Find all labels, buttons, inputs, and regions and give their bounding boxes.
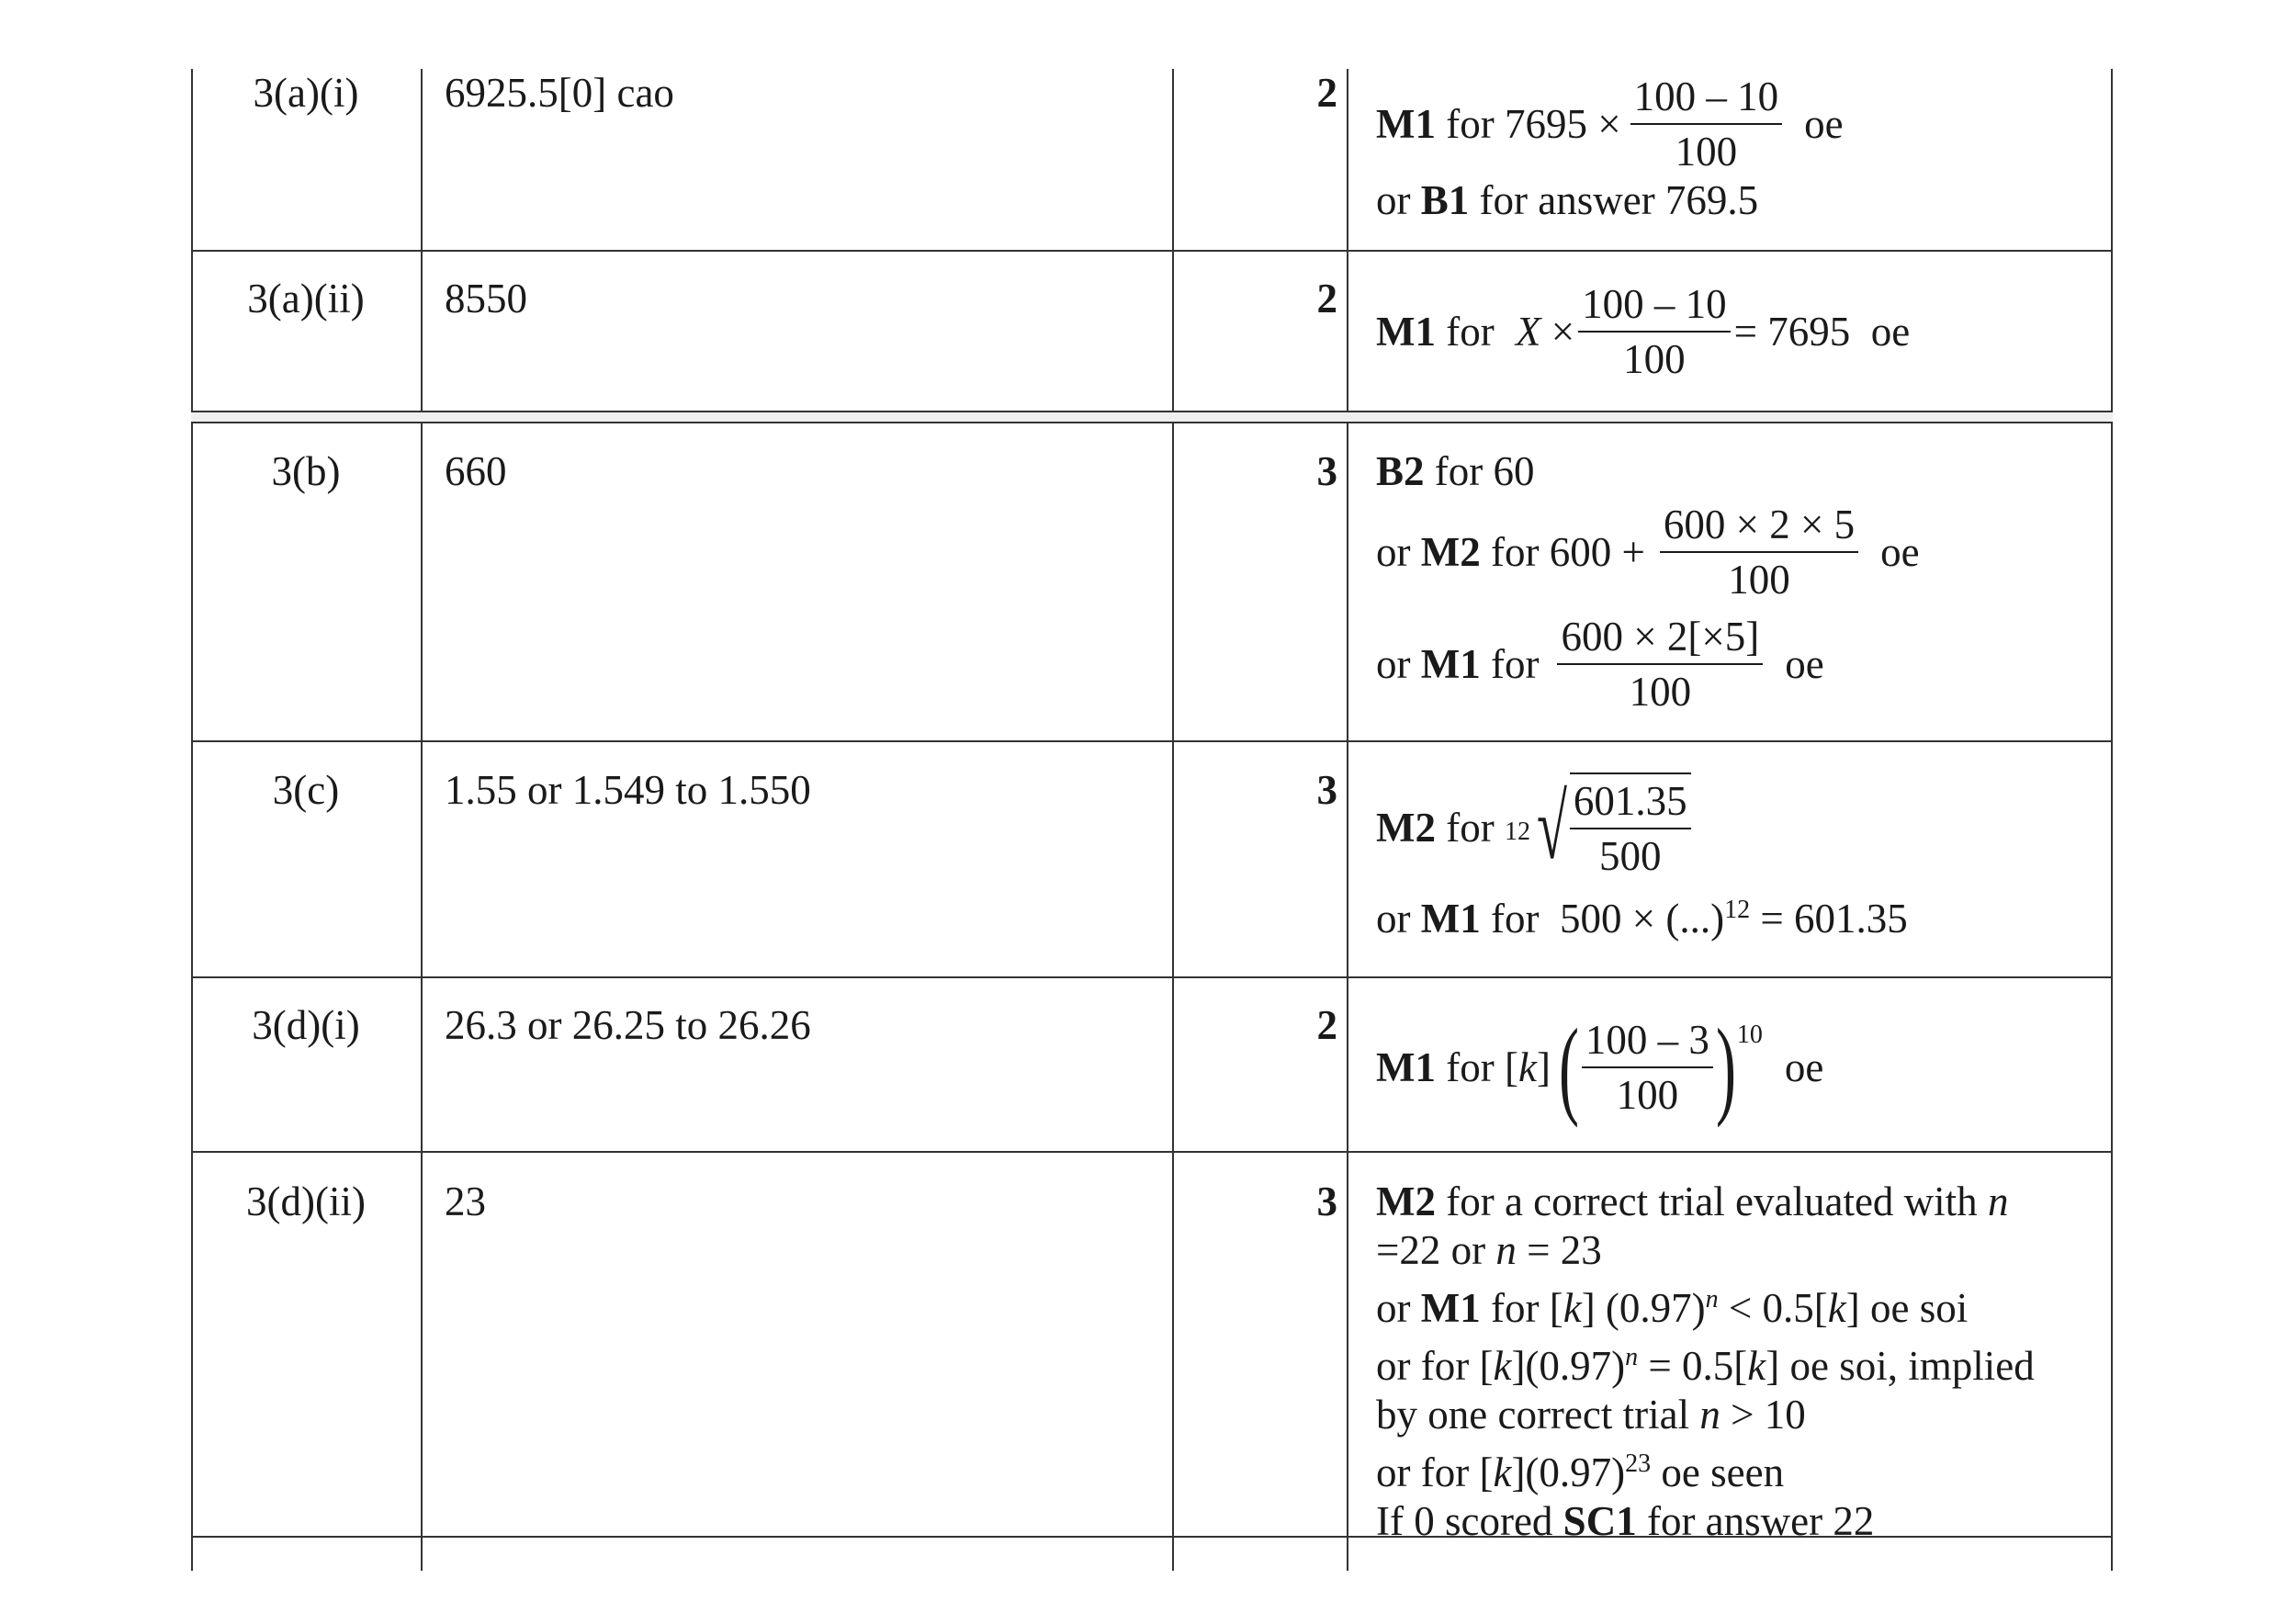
fraction-denominator: 100	[1629, 669, 1692, 715]
answer: 660	[445, 448, 507, 494]
exponent: 23	[1625, 1449, 1652, 1478]
guidance-text: oe	[1880, 528, 1920, 575]
exponent: 12	[1724, 896, 1751, 924]
mark-code: M1	[1420, 896, 1481, 942]
guidance	[1376, 277, 1910, 386]
question-number: 3(b)	[271, 448, 341, 494]
column-divider-marks	[1347, 69, 1348, 1571]
guidance-text: by one correct trial	[1376, 1392, 1700, 1438]
mark-code: B1	[1420, 177, 1470, 223]
answer: 23	[445, 1179, 486, 1224]
guidance-text: If 0 scored	[1376, 1498, 1563, 1544]
guidance-text: for	[1480, 640, 1540, 687]
guidance-text: or	[1376, 1285, 1421, 1331]
mark-code: M1	[1420, 640, 1481, 687]
guidance-text: for 600 +	[1480, 528, 1645, 575]
guidance-text: = 0.5[	[1638, 1343, 1748, 1389]
marks: 2	[1316, 276, 1337, 321]
guidance-text: ] oe soi, implied	[1766, 1343, 2035, 1389]
guidance	[1376, 1178, 2035, 1546]
mark-code: M1	[1376, 100, 1436, 147]
answer: 26.3 or 26.25 to 26.26	[445, 1002, 811, 1048]
guidance	[1376, 1005, 1823, 1130]
guidance-text: ](0.97)	[1511, 1449, 1626, 1495]
answer: 8550	[445, 276, 527, 321]
mark-code: B2	[1376, 448, 1425, 494]
math-variable: X	[1515, 308, 1541, 355]
root-index: 12	[1504, 818, 1530, 846]
fraction	[1582, 1013, 1713, 1122]
guidance-text: for [	[1480, 1285, 1563, 1331]
fraction	[1578, 277, 1731, 386]
guidance	[1376, 447, 1920, 720]
guidance-text: for 60	[1424, 448, 1535, 494]
row-divider	[191, 740, 2113, 742]
marks: 2	[1316, 70, 1337, 116]
guidance-text: < 0.5[	[1718, 1285, 1828, 1331]
guidance-text: ] oe soi	[1845, 1285, 1969, 1331]
mark-code: M1	[1420, 1285, 1481, 1331]
table-border-right	[2111, 69, 2113, 1571]
guidance-text: oe	[1785, 640, 1824, 687]
guidance-text: oe	[1804, 100, 1844, 147]
exponent: 10	[1736, 1021, 1763, 1049]
question-number: 3(d)(i)	[252, 1002, 360, 1048]
column-divider-question	[421, 69, 423, 1571]
guidance	[1376, 70, 1844, 225]
fraction	[1570, 773, 1691, 883]
row-divider	[191, 976, 2113, 978]
guidance-text: = 7695 oe	[1733, 308, 1911, 355]
right-paren: )	[1715, 1006, 1736, 1128]
fraction-denominator: 500	[1598, 833, 1662, 879]
fraction-numerator: 100 – 10	[1578, 277, 1731, 333]
guidance-text: or	[1376, 640, 1421, 687]
guidance-text: oe	[1784, 1043, 1824, 1090]
guidance-text: for 7695 ×	[1435, 100, 1621, 147]
guidance-text: = 23	[1516, 1227, 1602, 1273]
math-variable: k	[1517, 1043, 1537, 1090]
guidance-text: for answer 769.5	[1469, 177, 1759, 223]
mark-code: SC1	[1563, 1498, 1637, 1544]
question-number: 3(a)(i)	[253, 70, 359, 116]
guidance-text: ]	[1536, 1043, 1551, 1090]
guidance-text: for [	[1435, 1043, 1518, 1090]
radical-sign: √	[1536, 776, 1567, 878]
fraction-numerator: 601.35	[1570, 774, 1691, 829]
marks: 2	[1316, 1002, 1337, 1048]
nth-root	[1505, 773, 1691, 883]
fraction-denominator: 100	[1623, 336, 1686, 382]
guidance-text: or for [	[1376, 1449, 1494, 1495]
fraction-numerator: 600 × 2 × 5	[1660, 498, 1858, 553]
question-number: 3(c)	[272, 767, 340, 813]
fraction	[1557, 610, 1763, 718]
fraction-numerator: 100 – 10	[1630, 70, 1783, 125]
guidance-text: ] (0.97)	[1581, 1285, 1706, 1331]
fraction-denominator: 100	[1728, 557, 1790, 603]
row-divider	[191, 1151, 2113, 1153]
marks: 3	[1316, 448, 1337, 494]
question-number: 3(d)(ii)	[246, 1179, 366, 1224]
row-divider-band	[191, 411, 2113, 423]
math-variable: n	[1495, 1227, 1517, 1273]
fraction-numerator: 600 × 2[×5]	[1557, 610, 1763, 665]
guidance-text: for answer 22	[1636, 1498, 1875, 1544]
fraction-denominator: 100	[1616, 1072, 1679, 1118]
mark-code: M2	[1420, 528, 1481, 575]
math-variable: n	[1699, 1392, 1721, 1438]
guidance-text: oe seen	[1651, 1449, 1785, 1495]
guidance-text: for a correct trial evaluated with	[1435, 1179, 1988, 1224]
guidance-text: for	[1435, 308, 1505, 355]
guidance-text: ](0.97)	[1511, 1343, 1626, 1389]
math-variable: k	[1563, 1285, 1582, 1331]
mark-code: M1	[1376, 308, 1436, 355]
guidance-text: = 601.35	[1750, 896, 1908, 942]
exponent: n	[1705, 1285, 1719, 1314]
mark-scheme-table	[191, 0, 2113, 1624]
guidance-text: or	[1376, 896, 1421, 942]
math-variable: k	[1747, 1343, 1766, 1389]
guidance-text: ×	[1540, 308, 1575, 355]
guidance-text: or	[1376, 528, 1421, 575]
answer: 6925.5[0] cao	[445, 70, 674, 116]
guidance-text: for	[1435, 804, 1505, 851]
math-variable: k	[1827, 1285, 1846, 1331]
mark-code: M1	[1376, 1043, 1436, 1090]
marks: 3	[1316, 767, 1337, 813]
guidance-text: for 500 × (...)	[1480, 896, 1725, 942]
fraction-numerator: 100 – 3	[1582, 1013, 1713, 1068]
guidance-text: or for [	[1376, 1343, 1494, 1389]
math-variable: k	[1493, 1343, 1512, 1389]
marks: 3	[1316, 1179, 1337, 1224]
answer: 1.55 or 1.549 to 1.550	[445, 767, 811, 813]
guidance-text: or	[1376, 177, 1421, 223]
fraction-denominator: 100	[1675, 129, 1738, 175]
fraction	[1660, 498, 1858, 606]
left-paren: (	[1558, 1006, 1579, 1128]
math-variable: n	[1987, 1179, 2009, 1224]
question-number: 3(a)(ii)	[247, 276, 365, 321]
row-divider	[191, 250, 2113, 252]
exponent: n	[1625, 1343, 1639, 1371]
fraction	[1630, 70, 1783, 178]
mark-code: M2	[1376, 804, 1436, 851]
guidance-text: > 10	[1720, 1392, 1806, 1438]
mark-code: M2	[1376, 1179, 1436, 1224]
guidance-text: =22 or	[1376, 1227, 1496, 1273]
math-variable: k	[1493, 1449, 1512, 1495]
guidance	[1376, 773, 1908, 943]
